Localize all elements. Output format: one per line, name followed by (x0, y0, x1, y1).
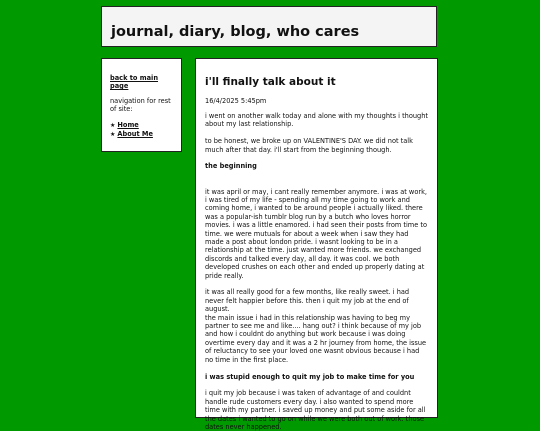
post-date: 16/4/2025 5:45pm (205, 97, 267, 105)
nav-label: navigation for rest of site: (110, 96, 171, 114)
post-title: i'll finally talk about it (205, 76, 336, 88)
spacer (205, 179, 429, 187)
home-link[interactable]: Home (117, 120, 139, 129)
section-heading-beginning: the beginning (205, 162, 257, 171)
intro-paragraph: i went on another walk today and alone with my thoughts i thought about my last relationship. (205, 112, 429, 129)
star-icon: ★ (110, 131, 116, 139)
back-to-main-link[interactable]: back to main page (110, 74, 159, 91)
site-title: journal, diary, blog, who cares (111, 24, 360, 40)
site-header (101, 6, 437, 47)
nav-list (110, 121, 175, 140)
post-content[interactable] (195, 58, 438, 431)
about-me-link[interactable]: About Me (117, 130, 153, 139)
body-paragraph: the main issue i had in this relationship was having to beg my partner to see me and like.... hang out? i think because of my job and how i couldnt do anything but work because i was doing overtime every day and it was a 2 hr journey from home, the issue of reluctancy to see your loved one wasnt obvious because i had no time in the first place. (205, 313, 427, 364)
nav-item-about-me (110, 130, 175, 139)
body-paragraph: it was april or may, i cant really remember anymore. i was at work, i was tired of my life - spending all my time going to work and coming home, i wanted to be around people i actually liked. there was a popular-ish tumblr blog run by a butch who loves horror movies. i was a little enamored. i had seen their posts from time to time. we were mutuals for about a week when i saw they had made a post about london pride. i wasnt looking to be in a relationship at the time. just wanted more friends. we exchanged discords and talked every day, all day. it was cool. we both developed crushes on each other and ended up properly dating at pride really. (205, 187, 427, 280)
body-paragraph: i quit my job because i was taken of advantage of and couldnt handle rude customers every day. i also wanted to spend more time with my partner. i saved up money and put some aside for all the dates i wanted to go on while we were both out of work. those dates never happened. (205, 389, 426, 431)
sidebar (101, 58, 182, 152)
section-heading-quit-job: i was stupid enough to quit my job to make time for you (205, 372, 415, 381)
star-icon: ★ (110, 121, 116, 129)
body-paragraph: it was all really good for a few months, like really sweet. i had never felt happier before this. then i quit my job at the end of august. (205, 288, 410, 314)
intro-paragraph: to be honest, we broke up on VALENTINE'S DAY. we did not talk much after that day. i'll start from the beginning though. (205, 137, 413, 154)
nav-item-home (110, 121, 175, 130)
